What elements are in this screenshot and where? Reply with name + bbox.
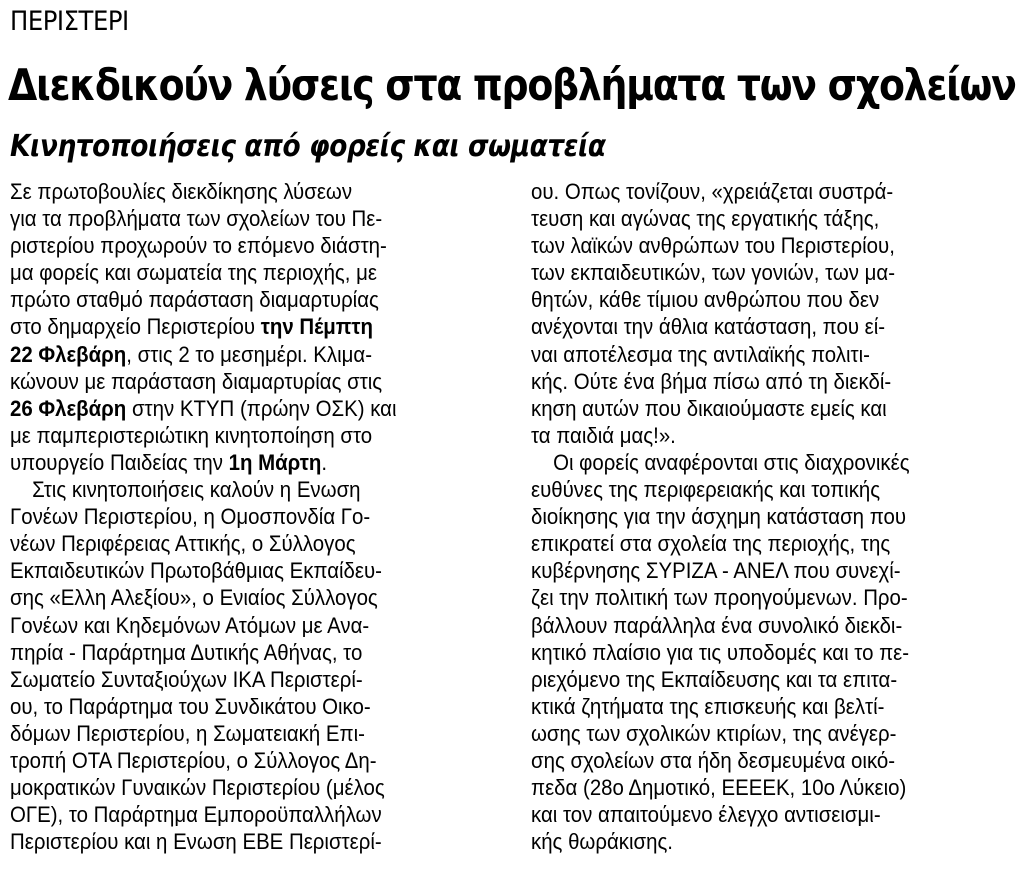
- text-line: [10, 503, 498, 530]
- text-line: [10, 666, 498, 693]
- text-line: [531, 639, 1019, 666]
- text-run: Γονέων και Κηδεμόνων Ατόμων με Ανα-: [10, 612, 370, 638]
- text-run: , στις 2 το μεσημέρι. Κλιμα-: [126, 341, 373, 367]
- text-line: [531, 449, 1019, 476]
- section-label: ΠΕΡΙΣΤΕΡΙ: [10, 6, 129, 37]
- text-run: των λαϊκών ανθρώπων του Περιστερίου,: [531, 233, 895, 259]
- text-run: υπουργείο Παιδείας την: [10, 449, 229, 475]
- emphasized-text: 26 Φλεβάρη: [10, 395, 127, 421]
- text-run: Οι φορείς αναφέρονται στις διαχρονικές: [553, 449, 910, 475]
- text-run: κής. Ούτε ένα βήμα πίσω από τη διεκδί-: [531, 368, 892, 394]
- text-line: [10, 205, 498, 232]
- text-line: [10, 720, 498, 747]
- text-run: σης σχολείων στα ήδη δεσμευμένα οικό-: [531, 747, 896, 773]
- text-line: [10, 612, 498, 639]
- text-line: [10, 368, 498, 395]
- text-line: [531, 584, 1019, 611]
- text-line: [531, 178, 1019, 205]
- text-run: σης «Ελλη Αλεξίου», ο Ενιαίος Σύλλογος: [10, 585, 378, 611]
- text-line: [531, 368, 1019, 395]
- text-run: επικρατεί στα σχολεία της περιοχής, της: [531, 531, 891, 557]
- text-line: [531, 612, 1019, 639]
- text-line: [531, 395, 1019, 422]
- text-run: Γονέων Περιστερίου, η Ομοσπονδία Γο-: [10, 504, 371, 530]
- text-run: ριεχόμενο της Εκπαίδευσης και τα επιτα-: [531, 666, 898, 692]
- text-run: ανέχονται την άθλια κατάσταση, που εί-: [531, 314, 886, 340]
- text-line: [531, 774, 1019, 801]
- text-run: και τον απαιτούμενο έλεγχο αντισεισμι-: [531, 802, 881, 828]
- text-run: πηρία - Παράρτημα Δυτικής Αθήνας, το: [10, 639, 363, 665]
- text-line: [531, 205, 1019, 232]
- text-line: [10, 801, 498, 828]
- text-run: κυβέρνησης ΣΥΡΙΖΑ - ΑΝΕΛ που συνεχί-: [531, 558, 901, 584]
- text-run: για τα προβλήματα των σχολείων του Πε-: [10, 206, 383, 232]
- text-run: δόμων Περιστερίου, η Σωματειακή Επι-: [10, 720, 365, 746]
- text-run: τροπή ΟΤΑ Περιστερίου, ο Σύλλογος Δη-: [10, 747, 377, 773]
- text-run: μοκρατικών Γυναικών Περιστερίου (μέλος: [10, 775, 385, 801]
- emphasized-text: 1η Μάρτη: [228, 449, 322, 475]
- article-headline: Διεκδικούν λύσεις στα προβλήματα των σχολείων: [8, 60, 1016, 111]
- text-line: [10, 422, 498, 449]
- text-run: τευση και αγώνας της εργατικής τάξης,: [531, 206, 880, 232]
- text-line: [10, 341, 498, 368]
- text-run: ριστερίου προχωρούν το επόμενο διάστη-: [10, 233, 387, 259]
- text-run: με παμπεριστεριώτικη κινητοποίηση στο: [10, 422, 373, 448]
- text-run: κής θωράκισης.: [531, 829, 673, 855]
- text-line: [531, 720, 1019, 747]
- text-run: κηση αυτών που δικαιούμαστε εμείς και: [531, 395, 887, 421]
- text-run: των εκπαιδευτικών, των γονιών, των μα-: [531, 260, 896, 286]
- text-line: [10, 828, 498, 855]
- text-run: κητικό πλαίσιο για τις υποδομές και το πε-: [531, 639, 910, 665]
- text-line: [531, 530, 1019, 557]
- text-line: [10, 232, 498, 259]
- text-run: ευθύνες της περιφερειακής και τοπικής: [531, 477, 881, 503]
- article-body-right-column: [531, 178, 1019, 855]
- text-run: διοίκησης για την άσχημη κατάσταση που: [531, 504, 907, 530]
- text-run: .: [321, 449, 327, 475]
- text-run: κώνουν με παράσταση διαμαρτυρίας στις: [10, 368, 383, 394]
- text-run: Περιστερίου και η Ενωση ΕΒΕ Περιστερί-: [10, 829, 382, 855]
- text-line: [10, 476, 498, 503]
- text-run: βάλλουν παράλληλα ένα συνολικό διεκδι-: [531, 612, 903, 638]
- text-run: Στις κινητοποιήσεις καλούν η Ενωση: [32, 477, 361, 503]
- text-run: στην ΚΤΥΠ (πρώην ΟΣΚ) και: [126, 395, 397, 421]
- text-line: [10, 584, 498, 611]
- text-line: [531, 341, 1019, 368]
- text-line: [10, 774, 498, 801]
- text-line: [10, 747, 498, 774]
- emphasized-text: 22 Φλεβάρη: [10, 341, 127, 367]
- text-line: [531, 313, 1019, 340]
- text-line: [531, 232, 1019, 259]
- text-run: ωσης των σχολικών κτιρίων, της ανέγερ-: [531, 720, 897, 746]
- text-line: [10, 530, 498, 557]
- text-line: [531, 801, 1019, 828]
- text-run: μα φορείς και σωματεία της περιοχής, με: [10, 260, 377, 286]
- text-run: θητών, κάθε τίμιου ανθρώπου που δεν: [531, 287, 880, 313]
- text-line: [10, 286, 498, 313]
- text-run: ναι αποτέλεσμα της αντιλαϊκής πολιτι-: [531, 341, 870, 367]
- emphasized-text: την Πέμπτη: [260, 314, 373, 340]
- text-line: [531, 828, 1019, 855]
- text-line: [531, 476, 1019, 503]
- text-line: [10, 693, 498, 720]
- text-line: [10, 178, 498, 205]
- text-run: πεδα (28ο Δημοτικό, ΕΕΕΕΚ, 10ο Λύκειο): [531, 775, 907, 801]
- text-line: [531, 503, 1019, 530]
- text-line: [10, 259, 498, 286]
- text-run: Σε πρωτοβουλίες διεκδίκησης λύσεων: [10, 179, 353, 204]
- text-run: ζει την πολιτική των προηγούμενων. Προ-: [531, 585, 908, 611]
- text-line: [531, 422, 1019, 449]
- text-line: [10, 313, 498, 340]
- text-run: κτικά ζητήματα της επισκευής και βελτί-: [531, 693, 885, 719]
- text-run: νέων Περιφέρειας Αττικής, ο Σύλλογος: [10, 531, 356, 557]
- text-run: Εκπαιδευτικών Πρωτοβάθμιας Εκπαίδευ-: [10, 558, 382, 584]
- text-line: [531, 286, 1019, 313]
- text-line: [531, 693, 1019, 720]
- article-subheadline: Κινητοποιήσεις από φορείς και σωματεία: [10, 129, 606, 164]
- text-run: Σωματείο Συνταξιούχων ΙΚΑ Περιστερί-: [10, 666, 363, 692]
- text-line: [10, 395, 498, 422]
- text-run: ου, το Παράρτημα του Συνδικάτου Οικο-: [10, 693, 371, 719]
- text-run: πρώτο σταθμό παράσταση διαμαρτυρίας: [10, 287, 379, 313]
- text-line: [531, 259, 1019, 286]
- text-line: [10, 557, 498, 584]
- article-body-left-column: [10, 178, 498, 855]
- text-run: τα παιδιά μας!».: [531, 422, 676, 448]
- text-line: [531, 557, 1019, 584]
- text-line: [531, 666, 1019, 693]
- text-line: [10, 449, 498, 476]
- text-run: ου. Οπως τονίζουν, «χρειάζεται συστρά-: [531, 179, 894, 204]
- text-run: στο δημαρχείο Περιστερίου: [10, 314, 261, 340]
- text-line: [10, 639, 498, 666]
- text-line: [531, 747, 1019, 774]
- text-run: ΟΓΕ), το Παράρτημα Εμποροϋπαλλήλων: [10, 802, 382, 828]
